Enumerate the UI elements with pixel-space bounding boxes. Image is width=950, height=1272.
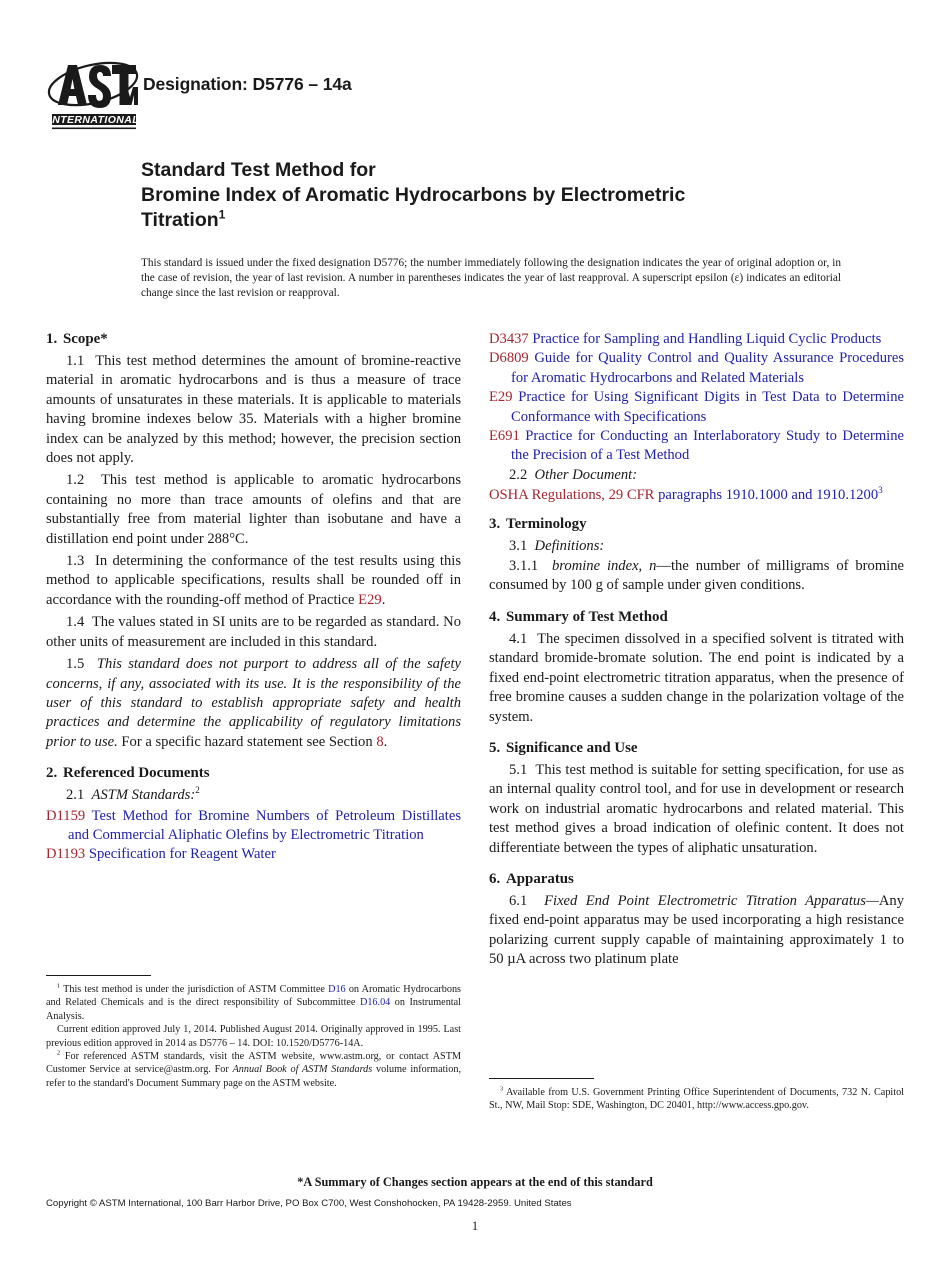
spacer	[489, 861, 904, 870]
reference-id[interactable]: D1159	[46, 807, 86, 824]
title-line-1: Standard Test Method for	[141, 159, 376, 181]
reference-id[interactable]: OSHA Regulations, 29 CFR	[489, 487, 655, 504]
svg-text:INTERNATIONAL: INTERNATIONAL	[48, 114, 140, 126]
reference-title[interactable]: Practice for Sampling and Handling Liquid Cyclic Products	[532, 331, 882, 347]
designation-label: Designation: D5776 – 14a	[143, 74, 352, 94]
section-title: Significance and Use	[506, 739, 638, 756]
paragraph-1-1: 1.1 This test method determines the amount of bromine-reactive material in aromatic hydrocarbons and is thus a measure of trace amounts of unsaturates in these materials. It is applicable to materials having bromine indexes below 35. Materials with a higher bromine index can be analyzed by this method; however, the precision section does not apply.	[46, 353, 462, 467]
reference-entry[interactable]	[489, 349, 904, 388]
reference-entry[interactable]	[46, 845, 461, 864]
spacer	[489, 599, 904, 608]
section-heading-summary	[489, 608, 904, 627]
reference-entry[interactable]	[489, 427, 904, 466]
subheading-definitions: 3.1 Definitions:	[509, 537, 605, 554]
section-title: Referenced Documents	[63, 765, 210, 782]
footnote-divider	[46, 975, 151, 976]
section-number: 1.	[46, 331, 58, 347]
section-title: Summary of Test Method	[506, 608, 668, 625]
paragraph-5-1: 5.1 This test method is suitable for setting specification, for use as an internal quality control tool, and for use in development or research work on industrial aromatic hydrocarbons and related material. This test method gives a broad indication of olefinic content. It does not differentiate between the types of aliphatic unsaturation.	[489, 761, 905, 856]
reference-title[interactable]: Practice for Conducting an Interlaboratory Study to Determine the Precision of a Test Method	[511, 428, 905, 464]
page-number: 1	[471, 1219, 479, 1233]
footnote-marker: 2	[57, 1049, 61, 1057]
footnote-2: $^2$ For referenced ASTM standards, visit the ASTM website, www.astm.org, or contact ASTM Customer Service at service@astm.org. For Annual Book of ASTM Standards volume information, refer to the standard's Document Summary page on the ASTM website.	[46, 1049, 461, 1089]
section-number: 3.	[489, 515, 501, 532]
section-heading-referenced-documents	[46, 764, 461, 783]
reference-link-e29[interactable]: E29	[358, 591, 382, 608]
paragraph-6-1: 6.1 Fixed End Point Electrometric Titration Apparatus—Any fixed end-point apparatus may be used incorporating a high resistance polarizing current supply capable of maintaining approximately 1 to 50 µA across two platinum plate	[489, 892, 904, 968]
subcommittee-link-d16-04[interactable]: D16.04	[359, 997, 391, 1009]
reference-title[interactable]: paragraphs 1910.1000 and 1910.1200	[654, 487, 879, 504]
section-heading-significance	[489, 739, 904, 758]
reference-id[interactable]: E29	[489, 389, 513, 406]
section-heading-terminology	[489, 515, 904, 534]
spacer	[489, 730, 904, 739]
reference-id[interactable]: D6809	[489, 350, 529, 367]
section-title: Terminology	[506, 515, 587, 532]
section-number: 5.	[489, 739, 501, 756]
footnote-divider	[489, 1078, 594, 1079]
footnotes-right	[489, 1078, 904, 1113]
copyright-notice: Copyright © ASTM International, 100 Barr Harbor Drive, PO Box C700, West Conshohocken, PA 19428-2959. United States	[46, 1198, 572, 1209]
footnote-marker: 1	[57, 982, 61, 990]
footnote-edition-info: Current edition approved July 1, 2014. Published August 2014. Originally approved in 1995. Last previous edition approved in 2014 as D5776 – 14. DOI: 10.1520/D5776-14A.	[46, 1024, 461, 1049]
title-line-2: Bromine Index of Aromatic Hydrocarbons by Electrometric	[141, 184, 686, 206]
paragraph-4-1: 4.1 The specimen dissolved in a specified solvent is titrated with standard bromide-bromate solution. The end point is indicated by a fixed end-point electrometric titration apparatus, when the presence of free bromine causes a sudden change in the polarization voltage of the system.	[489, 630, 904, 725]
spacer	[489, 506, 904, 515]
spacer	[46, 755, 461, 764]
reference-id[interactable]: E691	[489, 428, 520, 445]
section-heading-apparatus	[489, 870, 904, 889]
section-number: 4.	[489, 608, 501, 625]
reference-title[interactable]: Guide for Quality Control and Quality Assurance Procedures for Aromatic Hydrocarbons and Related Materials	[511, 350, 905, 386]
footnote-marker: 3	[878, 485, 883, 496]
right-column	[489, 330, 904, 973]
paragraph-1-5: 1.5 This standard does not purport to address all of the safety concerns, if any, associated with its use. It is the responsibility of the user of this standard to establish appropriate safety and health practices and determine the applicability of regulatory limitations prior to use. For a specific hazard statement see Section 8.	[46, 656, 461, 750]
subheading-astm-standards: 2.1 ASTM Standards:$^2$	[66, 785, 200, 804]
title-line-3: Titration$^1$	[141, 207, 226, 231]
section-number: 6.	[489, 870, 501, 887]
paragraph-1-4: 1.4 The values stated in SI units are to be regarded as standard. No other units of measurement are included in this standard.	[46, 614, 462, 650]
reference-entry-osha[interactable]	[489, 486, 904, 505]
section-title: Apparatus	[506, 870, 574, 887]
astm-logo	[46, 57, 142, 131]
reference-title[interactable]: Test Method for Bromine Numbers of Petroleum Distillates and Commercial Aliphatic Olefins by Electrometric Titration	[68, 807, 461, 843]
paragraph-3-1-1: 3.1.1 bromine index, n—the number of milligrams of bromine consumed by 100 g of sample under given conditions.	[489, 558, 904, 594]
section-title: Scope*	[63, 331, 108, 347]
summary-of-changes-note: *A Summary of Changes section appears at the end of this standard	[297, 1175, 653, 1189]
reference-link-section-8[interactable]: 8	[376, 733, 384, 750]
committee-link-d16[interactable]: D16	[328, 984, 346, 995]
reference-id[interactable]: D1193	[46, 846, 86, 863]
preamble-text: This standard is issued under the fixed designation D5776; the number immediately following the designation indicates the year of original adoption or, in the case of revision, the year of last revision. A number in parentheses indicates the year of last reapproval. A superscript epsilon (ε) indicates an editorial change since the last revision or reapproval.	[141, 257, 841, 300]
paragraph-1-2: 1.2 This test method is applicable to aromatic hydrocarbons containing no more than trace amounts of olefins and that are substantially free from material lighter than isobutane and have a distillation end point under 288°C.	[46, 472, 461, 547]
reference-title[interactable]: Practice for Using Significant Digits in Test Data to Determine Conformance with Specifications	[511, 389, 904, 425]
page-header	[0, 0, 950, 145]
subheading-other-document: 2.2 Other Document:	[509, 466, 638, 483]
reference-entry[interactable]	[489, 330, 904, 349]
footnote-marker: 3	[500, 1085, 504, 1093]
left-column	[46, 330, 461, 865]
reference-title[interactable]: Specification for Reagent Water	[88, 846, 276, 863]
section-number: 2.	[46, 765, 58, 782]
reference-entry[interactable]	[46, 807, 461, 846]
footnote-3: $^3$ Available from U.S. Government Printing Office Superintendent of Documents, 732 N. Capitol St., NW, Mail Stop: SDE, Washington, DC 20401, http://www.access.gpo.gov.	[489, 1085, 904, 1112]
reference-entry[interactable]	[489, 388, 904, 427]
section-heading-scope	[46, 330, 461, 349]
footnotes-left	[46, 975, 461, 1090]
footnote-1: $^1$ This test method is under the jurisdiction of ASTM Committee D16 on Aromatic Hydrocarbons and Related Chemicals and is the direct responsibility of Subcommittee D16.04 on Instrumental Analysis.	[46, 982, 462, 1022]
reference-id[interactable]: D3437	[489, 331, 529, 347]
document-title	[141, 158, 841, 233]
paragraph-1-3: 1.3 In determining the conformance of the test results using this method to applicable specifications, results shall be rounded off in accordance with the rounding-off method of Practice E29.	[46, 553, 461, 608]
